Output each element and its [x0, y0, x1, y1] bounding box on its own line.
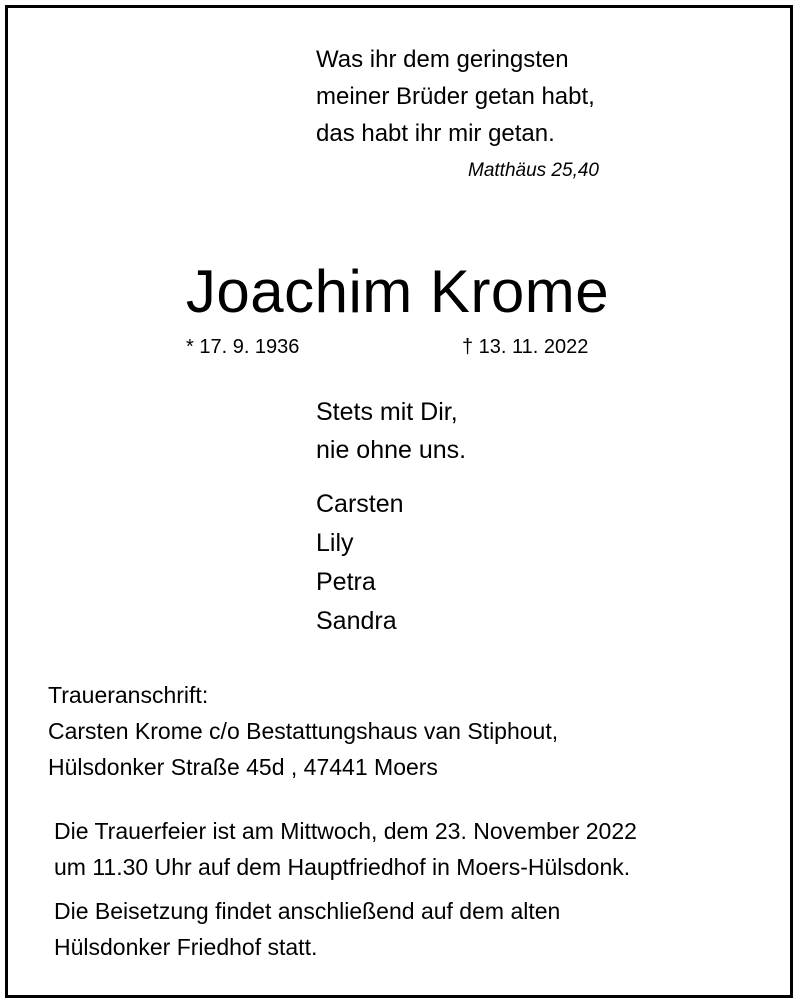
quote-line: Was ihr dem geringsten [316, 46, 569, 73]
funeral-ceremony-info [54, 813, 637, 885]
burial-info [54, 893, 560, 965]
motto-line: Stets mit Dir, [316, 398, 458, 426]
mourner-name: Carsten [316, 490, 404, 518]
ceremony-line: Die Trauerfeier ist am Mittwoch, dem 23. November 2022 [54, 818, 637, 844]
bible-quote [316, 41, 595, 152]
deceased-name: Joachim Krome [185, 258, 610, 325]
mourners-list [316, 485, 404, 641]
mourner-name: Lily [316, 529, 354, 557]
burial-line: Die Beisetzung findet anschließend auf dem alten [54, 898, 561, 924]
quote-line: meiner Brüder getan habt, [316, 83, 595, 110]
mourner-name: Petra [316, 568, 376, 596]
ceremony-line: um 11.30 Uhr auf dem Hauptfriedhof in Moers-Hülsdonk. [54, 854, 631, 880]
mourning-address [48, 677, 558, 785]
quote-source: Matthäus 25,40 [468, 160, 599, 181]
birth-date: * 17. 9. 1936 [186, 336, 300, 358]
quote-line: das habt ihr mir getan. [316, 120, 555, 147]
address-line: Hülsdonker Straße 45d , 47441 Moers [48, 754, 438, 780]
motto [316, 393, 466, 469]
address-heading: Traueranschrift: [48, 682, 209, 708]
burial-line: Hülsdonker Friedhof statt. [54, 934, 318, 960]
address-line: Carsten Krome c/o Bestattungshaus van Stiphout, [48, 718, 559, 744]
death-date: † 13. 11. 2022 [462, 336, 589, 358]
mourner-name: Sandra [316, 607, 397, 635]
motto-line: nie ohne uns. [316, 436, 467, 464]
